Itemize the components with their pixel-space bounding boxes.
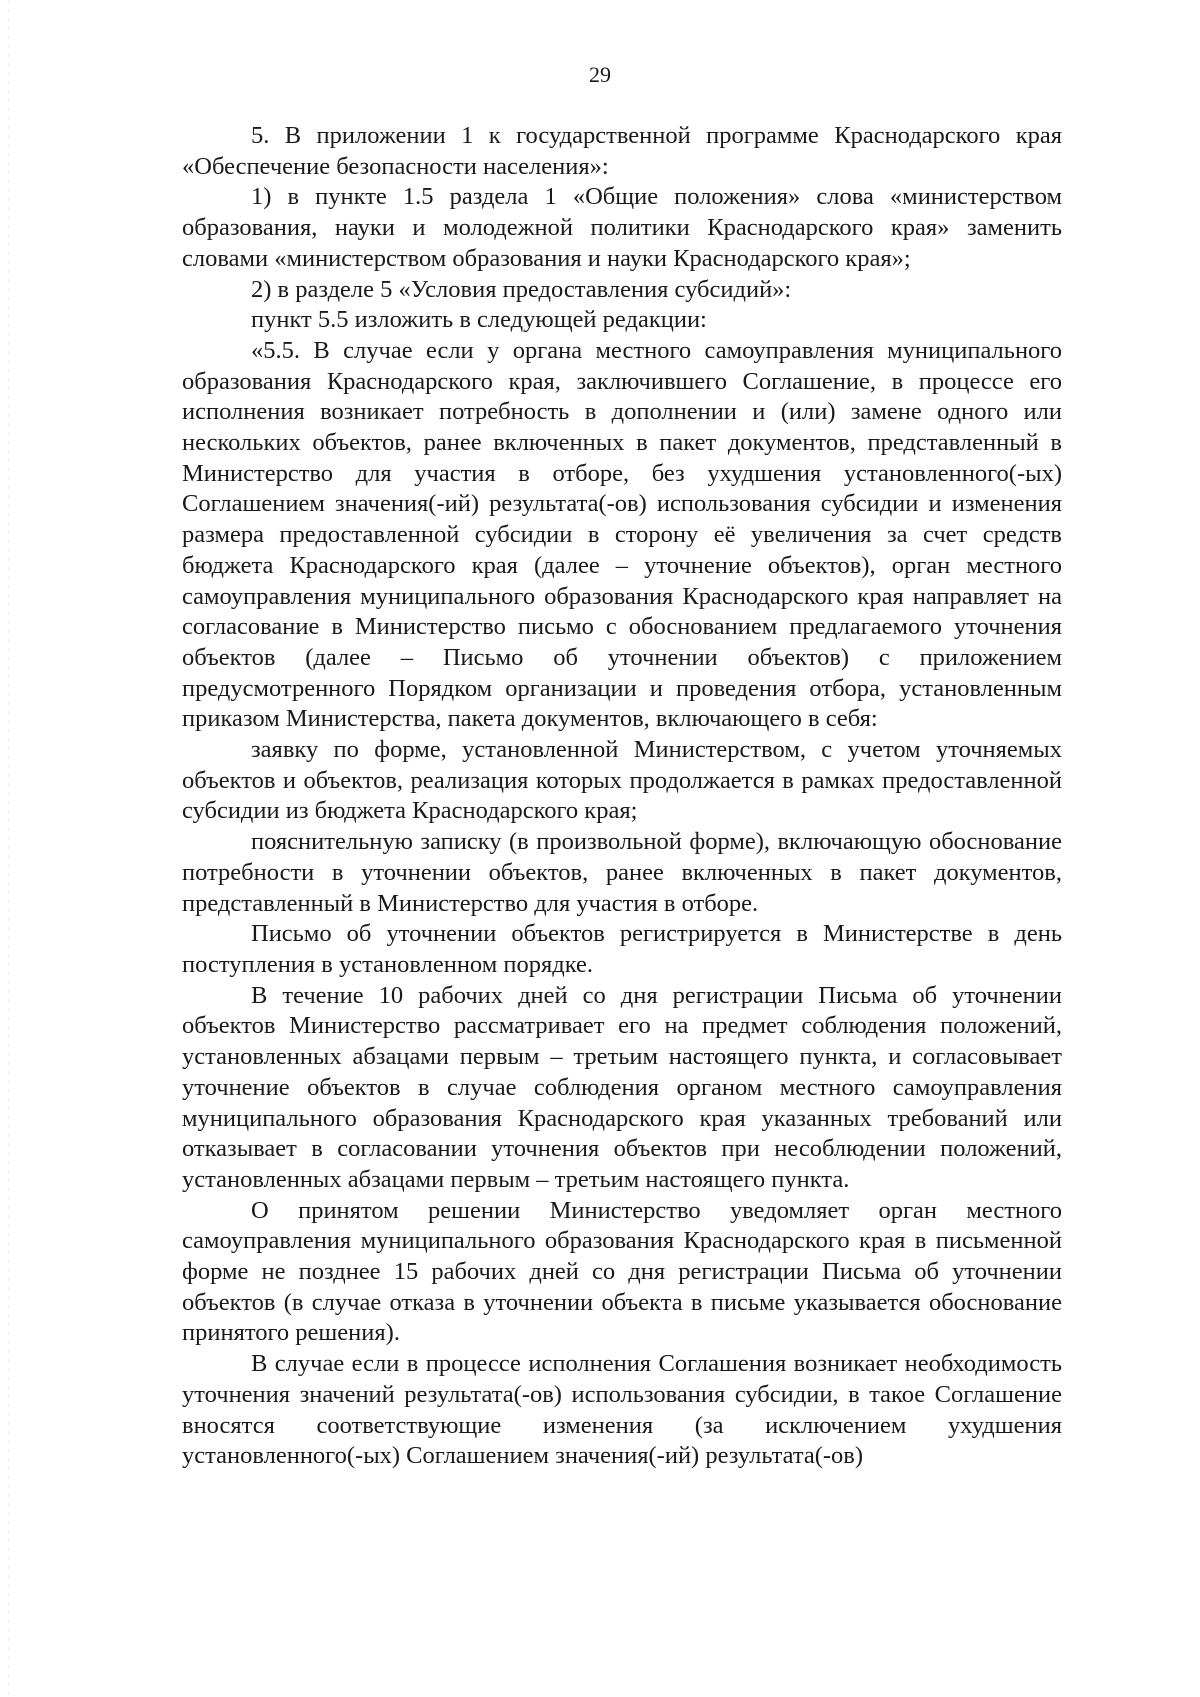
paragraph-application: заявку по форме, установленной Министерством, с учетом уточняемых объектов и объектов, реализация которых продолжается в рамках предоставленной субсидии из бюджета Краснодарского края; <box>182 736 1062 825</box>
paragraph-review-period: В течение 10 рабочих дней со дня регистрации Письма об уточнении объектов Министерство рассматривает его на предмет соблюдения положений, установленных абзацами первым – третьим настоящего пункта, и согласовывает уточнение объектов в случае соблюдения органом местного самоуправления муниципального образования Краснодарского края указанных требований или отказывает в согласовании уточнения объектов при несоблюдении положений, установленных абзацами первым – третьим настоящего пункта. <box>182 981 1062 1193</box>
paragraph-point-5-5-heading: пункт 5.5 изложить в следующей редакции: <box>251 306 707 334</box>
paragraph-item-2: 2) в разделе 5 «Условия предоставления субсидий»: <box>251 275 792 303</box>
paragraph-notification: О принятом решении Министерство уведомляет орган местного самоуправления муниципального образования Краснодарского края в письменной форме не позднее 15 рабочих дней со дня регистрации Письма об уточнении объектов (в случае отказа в уточнении объекта в письме указывается обоснование принятого решения). <box>182 1196 1062 1347</box>
document-body <box>182 121 1062 1472</box>
paragraph-explanatory-note: пояснительную записку (в произвольной форме), включающую обоснование потребности в уточнении объектов, ранее включенных в пакет документов, представленный в Министерство для участия в отборе. <box>182 828 1062 917</box>
paragraph-agreement-changes: В случае если в процессе исполнения Соглашения возникает необходимость уточнения значений результата(-ов) использования субсидии, в такое Соглашение вносятся соответствующие изменения (за исключением ухудшения установленного(-ых) Соглашением значения(-ий) результата(-ов) <box>182 1350 1062 1470</box>
page-number: 29 <box>589 62 611 87</box>
paragraph-point-5-5: «5.5. В случае если у органа местного самоуправления муниципального образования Краснодарского края, заключившего Соглашение, в процессе его исполнения возникает потребность в дополнении и (или) замене одного или нескольких объектов, ранее включенных в пакет документов, представленный в Министерство для участия в отборе, без ухудшения установленного(-ых) Соглашением значения(-ий) результата(-ов) использования субсидии и изменения размера предоставленной субсидии в сторону её увеличения за счет средств бюджета Краснодарского края (далее – уточнение объектов), орган местного самоуправления муниципального образования Краснодарского края направляет на согласование в Министерство письмо с обоснованием предлагаемого уточнения объектов (далее – Письмо об уточнении объектов) с приложением предусмотренного Порядком организации и проведения отбора, установленным приказом Министерства, пакета документов, включающего в себя: <box>182 336 1062 733</box>
paragraph-registration: Письмо об уточнении объектов регистрируется в Министерстве в день поступления в установленном порядке. <box>182 920 1062 978</box>
scan-edge-mark <box>8 0 9 1697</box>
paragraph-intro: 5. В приложении 1 к государственной программе Краснодарского края «Обеспечение безопасности населения»: <box>182 122 1062 180</box>
paragraph-item-1: 1) в пункте 1.5 раздела 1 «Общие положения» слова «министерством образования, науки и молодежной политики Краснодарского края» заменить словами «министерством образования и науки Краснодарского края»; <box>182 183 1062 272</box>
